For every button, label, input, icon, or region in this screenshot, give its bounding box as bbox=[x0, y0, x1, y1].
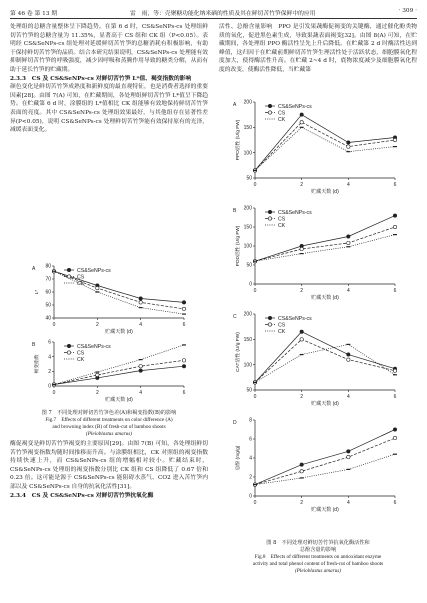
x-tick-label: 4 bbox=[346, 182, 350, 188]
data-point bbox=[347, 358, 350, 361]
legend-marker bbox=[268, 104, 271, 107]
y-tick-label: 2 bbox=[249, 474, 252, 481]
paragraph: 处理组的总糖含量整体呈下降趋势。在第 6 d 时，CS&SeNPs-cs 处理组鲜切苦竹笋的总糖含量为 11.35%，显著高于 CS 组和 CK 组（P<0.05）。表明经 CS&SeNPs-cs 组处理对延缓鲜切苦竹笋的总糖消耗有积极影响，有助于保持鲜切苦竹笋的品质。结合本研究结果说明，CS&SeNPs-cs 处理能有效抑制鲜切苦竹笋的呼吸强度，减少因呼吸和蒸腾作用导致的糖类分解，从而有助于延长竹笋的贮藏期。 bbox=[10, 24, 208, 73]
data-point bbox=[347, 145, 350, 148]
panel-letter: D bbox=[233, 420, 237, 426]
caption-en: and browning index (B) of fresh-cut of bamboo shoots bbox=[52, 424, 166, 430]
y-axis-label: 褐变指数 bbox=[35, 354, 40, 374]
data-point bbox=[347, 450, 350, 453]
data-point bbox=[96, 286, 99, 289]
caption-en: Fig.8 Effects of different treatments on antioxidant enzyme bbox=[254, 554, 382, 560]
data-point bbox=[300, 247, 303, 250]
data-point bbox=[253, 484, 257, 485]
data-point bbox=[347, 455, 350, 458]
data-point bbox=[182, 365, 185, 368]
panel-letter: C bbox=[233, 314, 237, 320]
y-tick-label: 8 bbox=[249, 417, 252, 424]
y-tick-label: 100 bbox=[243, 362, 252, 369]
data-point bbox=[300, 354, 304, 355]
x-axis-label: 贮藏天数 (d) bbox=[105, 329, 133, 335]
left-column-lower bbox=[10, 440, 208, 500]
data-point bbox=[182, 307, 185, 310]
data-point bbox=[393, 225, 396, 228]
x-tick-label: 0 bbox=[253, 394, 257, 400]
y-axis-label: CAT活性 (U/g FW) bbox=[236, 332, 241, 372]
panel-letter: B bbox=[233, 208, 237, 214]
journal-volume: 第 46 卷 第 13 期 bbox=[10, 11, 58, 17]
data-point bbox=[139, 365, 142, 368]
data-point bbox=[300, 463, 303, 466]
data-point bbox=[347, 353, 350, 356]
legend-label: CK bbox=[77, 280, 85, 287]
data-point bbox=[347, 141, 350, 144]
x-tick-label: 0 bbox=[253, 500, 257, 506]
running-title: 雷 雨，等：壳聚糖功能化纳米硒的性质及其在鲜切苦竹笋保鲜中的应用 bbox=[130, 11, 316, 17]
y-tick-label: 80 bbox=[45, 263, 51, 270]
section-heading: 2.3.4 CS 及 CS&SeNPs-cs 对鲜切苦竹笋抗氧化酶 bbox=[10, 492, 154, 499]
chart-panel bbox=[32, 340, 186, 403]
data-point bbox=[300, 470, 303, 473]
data-point bbox=[95, 291, 99, 292]
fig8-caption bbox=[219, 540, 417, 575]
y-tick-label: 200 bbox=[243, 99, 252, 106]
x-tick-label: 0 bbox=[253, 288, 257, 294]
data-point bbox=[300, 253, 304, 254]
y-axis-label: 总酚 (mg/g) bbox=[236, 445, 241, 471]
series-line bbox=[255, 454, 395, 484]
legend-label: CS&SeNPs-cs bbox=[77, 343, 111, 350]
legend-label: CK bbox=[278, 222, 286, 229]
chart-panel bbox=[32, 264, 186, 335]
legend-marker bbox=[67, 344, 70, 347]
data-point bbox=[300, 113, 303, 116]
series-line bbox=[255, 332, 395, 383]
legend-label: CS bbox=[77, 350, 85, 357]
series-line bbox=[255, 122, 395, 170]
data-point bbox=[346, 344, 350, 345]
series-line bbox=[54, 271, 184, 302]
left-column bbox=[10, 23, 208, 135]
series-line bbox=[54, 360, 184, 384]
x-tick-label: 0 bbox=[253, 182, 257, 188]
y-tick-label: 150 bbox=[243, 224, 252, 231]
header-rule bbox=[10, 18, 417, 19]
right-column bbox=[219, 23, 417, 75]
y-axis-label: L* bbox=[35, 289, 40, 295]
data-point bbox=[182, 344, 186, 345]
caption-zh: 总酚含量的影响 bbox=[299, 547, 337, 553]
paragraph: 颜色变化是鲜切苦竹笋成熟度和新鲜度的最直观特征，也是消费者选择的重要因素[28]。由图 7(A) 可知，在贮藏期间，各处理组鲜切苦竹笋 L*值呈下降趋势。在贮藏第 6 d 时，涂膜组的 L*值相比 CK 组能够有效地保持鲜切苦竹笋表面的亮度。其中 CS&SeNPs-cs 处理组效果最好，与其他组存在显著性差异(P<0.05)，说明 CS&SeNPs-cs 处理鲜切苦竹笋能有效保持原有的光泽，减缓表面变化。 bbox=[10, 84, 208, 134]
data-point bbox=[139, 307, 143, 308]
y-axis-label: POD活性 (U/g FW) bbox=[236, 225, 241, 267]
x-tick-label: 4 bbox=[139, 390, 143, 396]
data-point bbox=[347, 235, 350, 238]
y-tick-label: 50 bbox=[45, 302, 51, 309]
data-point bbox=[95, 371, 99, 372]
legend-marker bbox=[268, 217, 271, 220]
x-tick-label: 4 bbox=[139, 322, 143, 328]
data-point bbox=[253, 261, 257, 262]
chart-panel bbox=[233, 206, 397, 301]
x-tick-label: 6 bbox=[393, 500, 397, 506]
data-point bbox=[393, 146, 397, 147]
panel-letter: A bbox=[233, 102, 237, 108]
data-point bbox=[182, 314, 186, 315]
y-tick-label: 150 bbox=[243, 337, 252, 344]
x-tick-label: 6 bbox=[393, 182, 397, 188]
series-line bbox=[255, 227, 395, 261]
legend-marker bbox=[268, 210, 271, 213]
series-line bbox=[255, 216, 395, 262]
data-point bbox=[393, 374, 397, 375]
legend-label: CS bbox=[278, 110, 286, 117]
data-point bbox=[139, 297, 142, 300]
y-axis-label: PPO活性 (U/g FW) bbox=[236, 119, 241, 161]
data-point bbox=[346, 246, 350, 247]
x-tick-label: 6 bbox=[182, 322, 186, 328]
x-tick-label: 2 bbox=[300, 182, 304, 188]
data-point bbox=[96, 373, 99, 376]
data-point bbox=[300, 121, 303, 124]
series-line bbox=[54, 271, 184, 309]
figure-7 bbox=[10, 258, 208, 408]
data-point bbox=[393, 436, 396, 439]
y-tick-label: 6 bbox=[249, 436, 252, 443]
legend-label: CS bbox=[278, 216, 286, 223]
x-axis-label: 贮藏天数 (d) bbox=[311, 189, 339, 195]
caption-zh: 图 7 不同处理对鲜切苦竹笋色差(A)和褐变指数(B)的影响 bbox=[41, 410, 177, 416]
data-point bbox=[253, 382, 257, 383]
panel-letter: A bbox=[32, 266, 36, 272]
series-line bbox=[54, 345, 184, 385]
legend-marker bbox=[67, 275, 70, 278]
data-point bbox=[253, 170, 257, 171]
data-point bbox=[393, 454, 397, 455]
page-number: · 309 · bbox=[398, 8, 417, 14]
x-axis-label: 贮藏天数 (d) bbox=[311, 295, 339, 301]
x-tick-label: 6 bbox=[393, 288, 397, 294]
caption-zh: 图 8 不同处理对鲜切苦竹笋抗氧化酶活性和 bbox=[266, 540, 370, 546]
figure-8 bbox=[219, 96, 417, 534]
y-tick-label: 50 bbox=[246, 262, 252, 269]
panel-letter: B bbox=[32, 342, 36, 348]
legend-marker bbox=[268, 316, 271, 319]
paragraph: 酶促褐变是鲜切苦竹笋褐变的主要原因[29]。由图 7(B) 可知，各处理组鲜切苦竹笋褐变指数均随时间推移而升高。与涂膜组相比，CK 对照组的褐变指数持续快速上升，而 CS&SeNPs-cs 组的增幅相对较小。贮藏结束时，CS&SeNPs-cs 处理组的褐变指数分别比 CK 组和 CS 组降低了 0.67 倍和 0.23 倍。这可能是源于 CS&SeNPs-cs 能阻碍水蒸气、CO2 进入苦竹笋内部以及 CS&SeNPs-cs 自身的抗氧化活性[31]。 bbox=[10, 441, 208, 490]
data-point bbox=[182, 359, 185, 362]
x-axis-label: 贮藏天数 (d) bbox=[105, 397, 133, 403]
caption-en: (Pleioblastus amarus) bbox=[86, 431, 132, 437]
legend-label: CS&SeNPs-cs bbox=[77, 267, 111, 274]
series-line bbox=[54, 366, 184, 384]
series-line bbox=[255, 115, 395, 171]
y-tick-label: 50 bbox=[246, 175, 252, 182]
y-tick-label: 0 bbox=[48, 383, 51, 390]
chart-panel bbox=[233, 312, 397, 407]
data-point bbox=[300, 330, 303, 333]
x-tick-label: 2 bbox=[300, 500, 304, 506]
y-tick-label: 6 bbox=[48, 339, 51, 346]
data-point bbox=[393, 138, 396, 141]
legend-label: CS&SeNPs-cs bbox=[278, 103, 312, 110]
x-tick-label: 6 bbox=[393, 394, 397, 400]
x-tick-label: 4 bbox=[346, 500, 350, 506]
x-axis-label: 贮藏天数 (d) bbox=[311, 401, 339, 407]
x-tick-label: 6 bbox=[182, 390, 186, 396]
x-tick-label: 2 bbox=[300, 394, 304, 400]
x-tick-label: 0 bbox=[52, 390, 56, 396]
legend-label: CK bbox=[278, 116, 286, 123]
data-point bbox=[300, 338, 303, 341]
legend-label: CS&SeNPs-cs bbox=[278, 315, 312, 322]
legend-label: CK bbox=[278, 328, 286, 335]
x-tick-label: 2 bbox=[300, 288, 304, 294]
data-point bbox=[347, 241, 350, 244]
data-point bbox=[393, 428, 396, 431]
data-point bbox=[139, 369, 142, 372]
data-point bbox=[393, 214, 396, 217]
y-tick-label: 60 bbox=[45, 289, 51, 296]
legend-marker bbox=[67, 351, 70, 354]
data-point bbox=[52, 384, 56, 385]
y-tick-label: 150 bbox=[243, 125, 252, 132]
y-tick-label: 4 bbox=[249, 455, 252, 462]
data-point bbox=[393, 369, 396, 372]
chart-panel bbox=[233, 100, 397, 195]
data-point bbox=[139, 301, 142, 304]
y-tick-label: 0 bbox=[249, 493, 252, 500]
series-line bbox=[255, 430, 395, 485]
y-tick-label: 70 bbox=[45, 276, 51, 283]
legend-marker bbox=[268, 111, 271, 114]
x-tick-label: 4 bbox=[346, 394, 350, 400]
caption-en: Fig.7 Effects of different treatments on color difference (A) bbox=[45, 417, 173, 423]
caption-en: activity and total phenol content of fresh-cut of bamboo shoots bbox=[252, 561, 384, 567]
data-point bbox=[300, 477, 304, 478]
x-axis-label: 贮藏天数 (d) bbox=[311, 507, 339, 513]
x-tick-label: 0 bbox=[52, 322, 56, 328]
data-point bbox=[346, 469, 350, 470]
caption-en: (Pleioblastus amarus) bbox=[295, 568, 341, 574]
y-tick-label: 2 bbox=[48, 369, 51, 376]
y-tick-label: 100 bbox=[243, 243, 252, 250]
y-tick-label: 200 bbox=[243, 205, 252, 212]
y-tick-label: 100 bbox=[243, 150, 252, 157]
data-point bbox=[52, 271, 56, 272]
y-tick-label: 4 bbox=[48, 354, 51, 361]
y-tick-label: 50 bbox=[246, 387, 252, 394]
section-heading: 2.3.3 CS 及 CS&SeNPs-cs 对鲜切苦竹笋 L*值、褐变指数的影响 bbox=[10, 75, 192, 82]
legend-marker bbox=[268, 323, 271, 326]
series-line bbox=[255, 235, 395, 262]
legend-label: CK bbox=[77, 356, 85, 363]
legend-marker bbox=[67, 268, 70, 271]
series-line bbox=[255, 127, 395, 170]
data-point bbox=[346, 151, 350, 152]
legend-label: CS&SeNPs-cs bbox=[278, 209, 312, 216]
legend-label: CS bbox=[278, 322, 286, 329]
legend-label: CS bbox=[77, 274, 85, 281]
chart-panel bbox=[233, 418, 397, 513]
data-point bbox=[393, 234, 397, 235]
x-tick-label: 4 bbox=[346, 288, 350, 294]
data-point bbox=[139, 359, 143, 360]
x-tick-label: 2 bbox=[95, 322, 99, 328]
paragraph: 活性、总酚含量影响 PPO 是引发果蔬酶促褐变的关键酶，通过催化酚类物质的氧化，促进黑色素生成，导致果蔬表面褐变[32]。由图 8(A) 可知，在贮藏期间，各处理组 PPO 酶活性呈先上升后降低。在贮藏第 2 d 时酶活性达到峰值，这归因于在贮藏前期鲜切苦竹笋生理活性处于活跃状态，细胞膜氧化程度加大，使得酶活性升高。在贮藏 2~4 d 时，底物浓度减少及细胞膜氧化程度的改变，使酶活性降低，当贮藏第 bbox=[219, 24, 417, 73]
y-tick-label: 0 bbox=[249, 281, 252, 288]
y-tick-label: 40 bbox=[45, 315, 51, 322]
page-header bbox=[10, 6, 417, 18]
data-point bbox=[182, 301, 185, 304]
data-point bbox=[300, 127, 304, 128]
fig7-caption bbox=[10, 410, 208, 438]
x-tick-label: 2 bbox=[95, 390, 99, 396]
y-tick-label: 200 bbox=[243, 311, 252, 318]
